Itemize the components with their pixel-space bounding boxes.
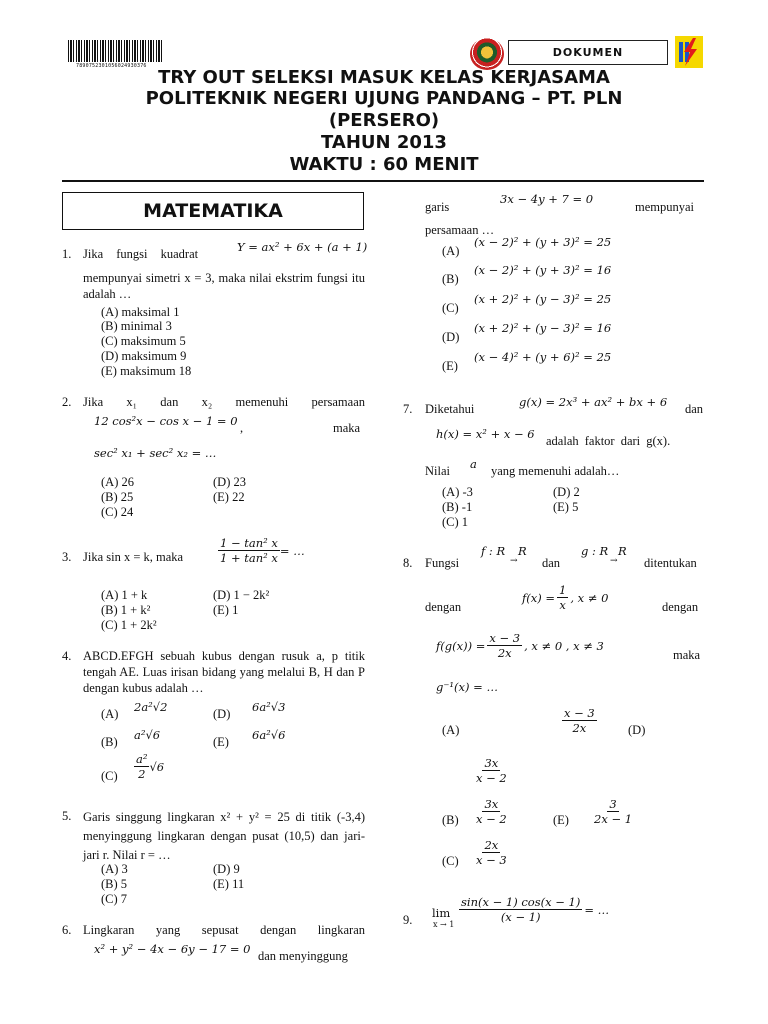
q4-option-a-value: 2a²√2	[134, 700, 168, 714]
q6-option-d-label: (D)	[442, 330, 460, 344]
q1-lead: Jika fungsi kuadrat	[83, 247, 199, 261]
q8-r2: R	[618, 544, 627, 558]
q6-garis: garis	[425, 200, 450, 214]
q7-option-d: (D) 2	[553, 485, 580, 499]
q6-number: 6.	[62, 923, 72, 937]
q2-lead: Jika x₁ dan x₂ memenuhi persamaan	[83, 395, 365, 409]
q4-option-b-value: a²√6	[134, 728, 161, 742]
q3-formula	[218, 536, 305, 565]
q6-option-c-label: (C)	[442, 301, 459, 315]
q1-option-d: (D) maksimum 9	[101, 349, 187, 363]
q8-option-a-value	[562, 706, 597, 735]
q8-fg-den: 2x	[497, 646, 512, 660]
q5-text: Garis singgung lingkaran x² + y² = 25 di titik (-3,4) menyinggung lingkaran dengan pusat (10,5) dan jari-jari r. Nilai r = …	[83, 810, 365, 862]
q8-e-num: 3	[609, 797, 617, 811]
q2-formula-2: sec² x₁ + sec² x₂ = …	[94, 446, 217, 460]
q4-option-c-value	[134, 752, 164, 781]
q8-c-den: x − 3	[476, 853, 507, 867]
q5-option-a: (A) 3	[101, 862, 128, 876]
q8-ginv: g⁻¹(x) = …	[436, 680, 498, 694]
q4-option-d-value: 6a²√3	[252, 700, 286, 714]
q3-frac-num: 1 − tan² x	[220, 536, 278, 550]
q4-option-d-label: (D)	[213, 707, 231, 721]
q2-option-a: (A) 26	[101, 475, 134, 489]
q4-option-e-value: 6a²√6	[252, 728, 286, 742]
q1-option-b: (B) minimal 3	[101, 319, 172, 333]
q8-b-num: 3x	[484, 797, 499, 811]
q1-formula: Y = ax² + 6x + (a + 1)	[237, 240, 368, 254]
q8-f-arrow: →	[510, 556, 518, 566]
q4-option-c-label: (C)	[101, 769, 118, 783]
header-title-line-4: TAHUN 2013	[321, 132, 447, 153]
q8-g-map: g : R	[581, 544, 609, 558]
q8-a-num: x − 3	[564, 706, 595, 720]
q3-option-e: (E) 1	[213, 603, 239, 617]
q6-mempunyai: mempunyai	[635, 200, 695, 214]
q8-g-arrow: →	[610, 556, 618, 566]
q5-number: 5.	[62, 809, 72, 823]
q5-option-c: (C) 7	[101, 892, 128, 906]
q2-option-b: (B) 25	[101, 490, 134, 504]
q1-option-c: (C) maksimum 5	[101, 334, 186, 348]
q6-tail: dan menyinggung	[258, 949, 348, 963]
q6-option-e-value: (x − 4)² + (y + 6)² = 25	[474, 350, 612, 364]
q8-option-a-label: (A)	[442, 723, 460, 737]
q4-text: ABCD.EFGH sebuah kubus dengan rusuk a, p titik tengah AE. Luas irisan bidang yang melalui B, H dan P dengan kubus adalah …	[83, 649, 365, 695]
q2-option-e: (E) 22	[213, 490, 245, 504]
q2-option-d: (D) 23	[213, 475, 246, 489]
q8-r1: R	[518, 544, 527, 558]
q2-option-c: (C) 24	[101, 505, 134, 519]
q8-f-def-lhs: f(x) =	[522, 590, 556, 605]
q7-number: 7.	[403, 402, 413, 416]
q8-a-den: 2x	[572, 721, 587, 735]
q8-b-den: x − 2	[476, 812, 507, 826]
q8-fg-lhs: f(g(x)) =	[436, 638, 486, 653]
q7-option-c: (C) 1	[442, 515, 469, 529]
q8-option-e-label: (E)	[553, 813, 569, 827]
q4-option-e-label: (E)	[213, 735, 229, 749]
q6-formula: x² + y² − 4x − 6y − 17 = 0	[94, 942, 251, 956]
q3-tail: = …	[279, 543, 305, 558]
header-title-line-2: POLITEKNIK NEGERI UJUNG PANDANG – PT. PLN	[145, 88, 623, 109]
q5-option-d: (D) 9	[213, 862, 240, 876]
q4-c-rad: √6	[149, 759, 165, 774]
q8-d-den: x − 2	[476, 771, 507, 785]
q2-maka: maka	[333, 421, 361, 435]
q8-option-c-label: (C)	[442, 854, 459, 868]
q8-fg-tail: , x ≠ 0 , x ≠ 3	[524, 638, 604, 653]
q3-option-b: (B) 1 + k²	[101, 603, 151, 617]
q7-nilai: Nilai	[425, 464, 450, 478]
q3-option-a: (A) 1 + k	[101, 588, 148, 602]
q9-den: (x − 1)	[500, 910, 541, 924]
q5-option-e: (E) 11	[213, 877, 245, 891]
q3-lead: Jika sin x = k, maka	[83, 550, 184, 564]
q5-option-b: (B) 5	[101, 877, 128, 891]
q8-option-b-value	[474, 797, 509, 826]
q1-option-e: (E) maksimum 18	[101, 364, 192, 378]
q6-option-a-label: (A)	[442, 244, 460, 258]
pln-lightning-icon	[675, 36, 703, 68]
q8-fg-definition	[436, 631, 604, 660]
university-seal-icon	[470, 38, 504, 70]
subject-title: MATEMATIKA	[62, 192, 364, 230]
q1-number: 1.	[62, 247, 72, 261]
q7-formula-2: h(x) = x² + x − 6	[436, 427, 535, 441]
q8-c-num: 2x	[484, 838, 499, 852]
q9-number: 9.	[403, 913, 413, 927]
q8-option-d-value	[474, 756, 509, 785]
barcode	[68, 40, 164, 62]
q1-text: mempunyai simetri x = 3, maka nilai ekstrim fungsi itu adalah …	[83, 271, 365, 301]
q3-option-c: (C) 1 + 2k²	[101, 618, 157, 632]
q8-f-definition	[522, 583, 608, 612]
document-label: DOKUMEN	[508, 40, 668, 65]
q8-dan: dan	[542, 556, 561, 570]
q3-frac-den: 1 + tan² x	[220, 551, 278, 565]
q8-f-def-tail: , x ≠ 0	[570, 590, 609, 605]
q7-option-e: (E) 5	[553, 500, 579, 514]
q8-dengan-2: dengan	[662, 600, 699, 614]
q9-num: sin(x − 1) cos(x − 1)	[461, 895, 581, 909]
q4-number: 4.	[62, 649, 72, 663]
q1-option-a: (A) maksimal 1	[101, 305, 180, 319]
q8-e-den: 2x − 1	[594, 812, 633, 826]
q8-maka: maka	[673, 648, 701, 662]
q8-f-def-den: x	[559, 598, 566, 612]
q7-tail-2: yang memenuhi adalah…	[491, 464, 620, 478]
q8-number: 8.	[403, 556, 413, 570]
q7-tail: adalah faktor dari g(x).	[546, 434, 671, 448]
q2-number: 2.	[62, 395, 72, 409]
q6-option-a-value: (x − 2)² + (y + 3)² = 25	[474, 235, 612, 249]
q2-formula: 12 cos²x − cos x − 1 = 0	[94, 414, 238, 428]
header-title-line-1: TRY OUT SELEKSI MASUK KELAS KERJASAMA	[158, 67, 610, 88]
q6-option-c-value: (x + 2)² + (y − 3)² = 25	[474, 292, 612, 306]
q6-persamaan: persamaan …	[425, 223, 495, 237]
q2-comma: ,	[240, 421, 244, 435]
q6-formula-2: 3x − 4y + 7 = 0	[500, 192, 594, 206]
q8-option-e-value	[592, 797, 634, 826]
q3-number: 3.	[62, 550, 72, 564]
q8-lead: Fungsi	[425, 556, 460, 570]
q8-dengan: dengan	[425, 600, 462, 614]
q3-option-d: (D) 1 − 2k²	[213, 588, 270, 602]
q7-formula: g(x) = 2x³ + ax² + bx + 6	[519, 395, 668, 409]
q6-lead: Lingkaran yang sepusat dengan lingkaran	[83, 923, 365, 937]
q8-option-c-value	[474, 838, 509, 867]
barcode-number: 7890752301056024930376	[76, 63, 147, 69]
q7-dan: dan	[685, 402, 704, 416]
q4-c-num: a²	[136, 752, 148, 766]
q7-option-b: (B) -1	[442, 500, 473, 514]
q8-option-b-label: (B)	[442, 813, 459, 827]
q9-expression	[459, 895, 609, 924]
header-title-line-3: (PERSERO)	[328, 110, 440, 131]
header-title-line-5: WAKTU : 60 MENIT	[289, 154, 479, 175]
q8-f-def-num: 1	[559, 583, 567, 597]
q8-ditentukan: ditentukan	[644, 556, 697, 570]
q4-c-den: 2	[138, 767, 146, 781]
q8-option-d-label: (D)	[628, 723, 646, 737]
q6-option-b-label: (B)	[442, 272, 459, 286]
q8-f-map: f : R	[481, 544, 506, 558]
q9-lim: lim	[432, 906, 451, 920]
q9-tail: = …	[584, 902, 610, 917]
q9-lim-sub: x → 1	[433, 920, 455, 929]
q6-option-b-value: (x − 2)² + (y + 3)² = 16	[474, 263, 612, 277]
q6-option-e-label: (E)	[442, 359, 458, 373]
q6-option-d-value: (x + 2)² + (y − 3)² = 16	[474, 321, 612, 335]
q8-d-num: 3x	[484, 756, 499, 770]
q7-option-a: (A) -3	[442, 485, 473, 499]
q7-a: a	[470, 457, 477, 471]
q4-option-b-label: (B)	[101, 735, 118, 749]
header-divider	[62, 180, 704, 182]
q4-option-a-label: (A)	[101, 707, 119, 721]
q7-lead: Diketahui	[425, 402, 475, 416]
q8-fg-num: x − 3	[489, 631, 521, 645]
